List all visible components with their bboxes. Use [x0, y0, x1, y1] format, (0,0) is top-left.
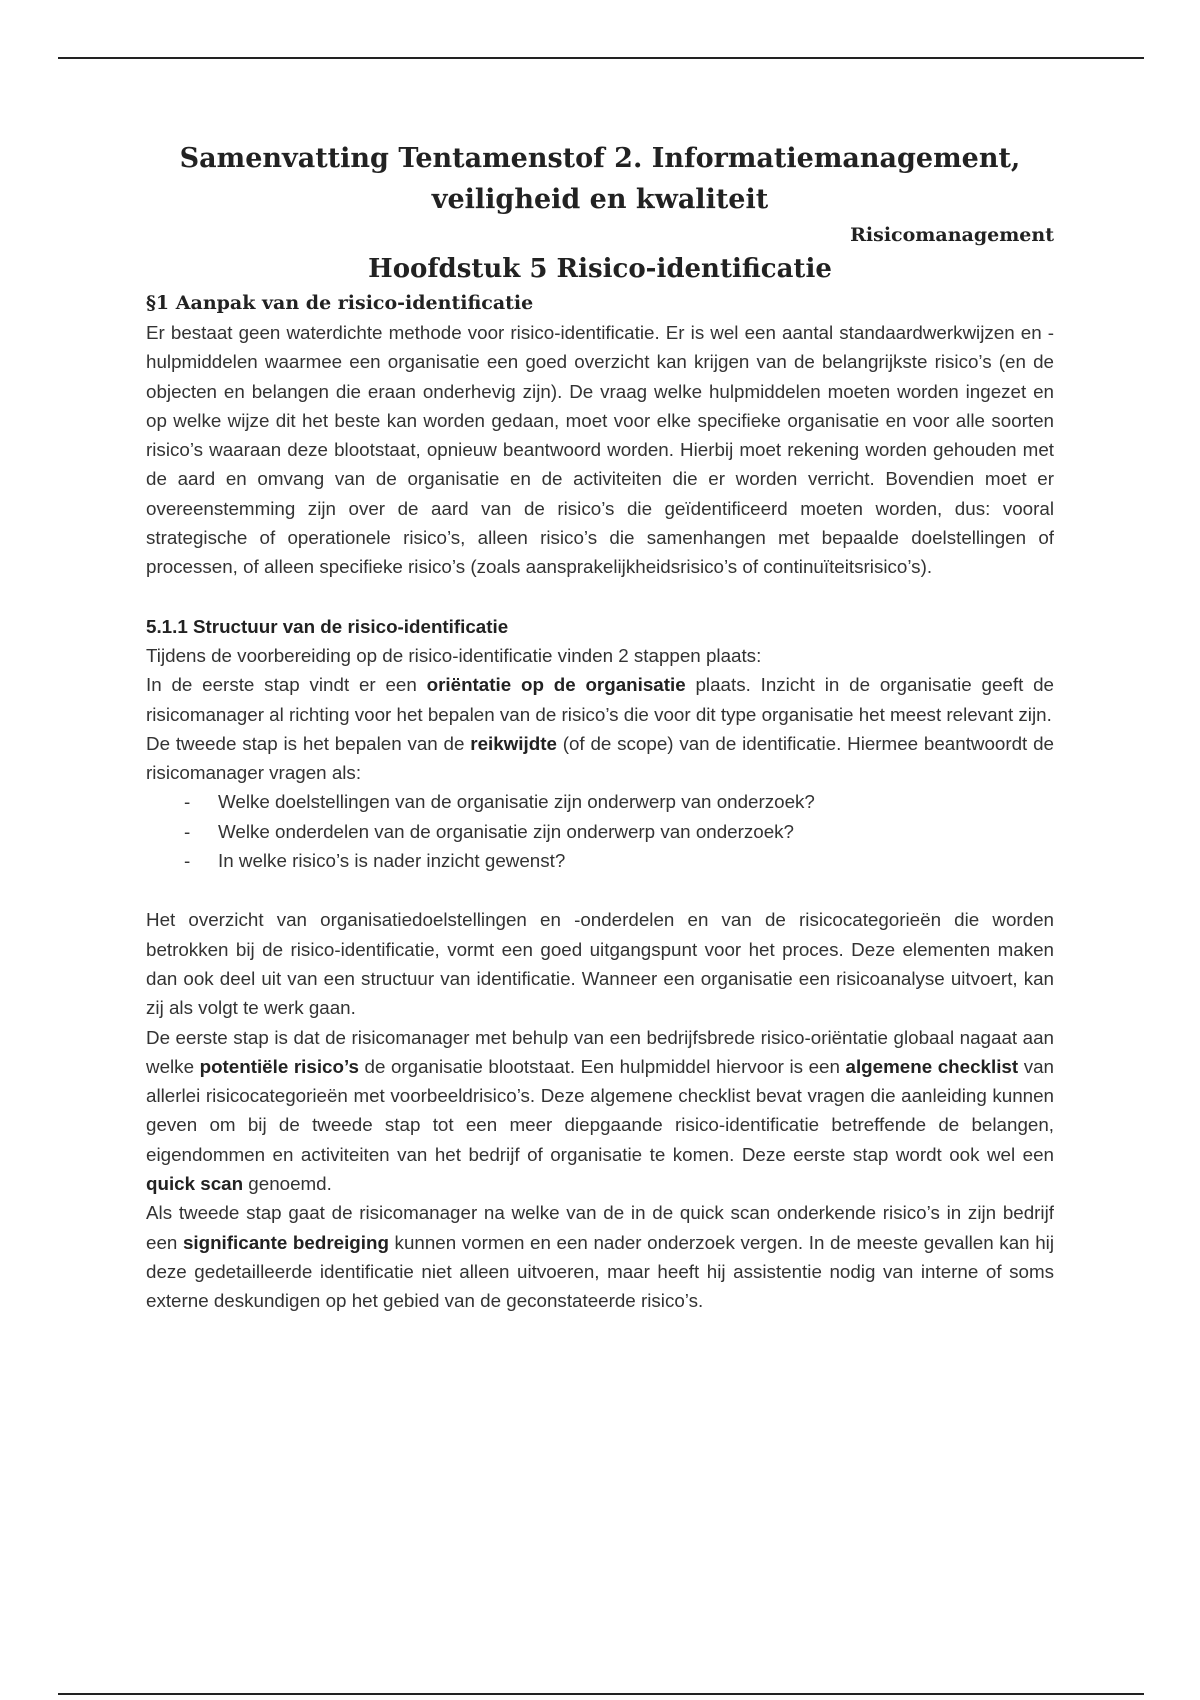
quick-scan-emphasis: quick scan: [146, 1173, 244, 1195]
significant-threat-emphasis: significante bedreiging: [182, 1231, 389, 1253]
subsection-heading: 5.1.1 Structuur van de risico-identificatie: [146, 615, 509, 637]
subject-label: Risicomanagement: [850, 224, 1054, 246]
paragraph-first-step: [146, 1023, 1054, 1199]
paragraph-step-2: [146, 729, 1054, 788]
list-item-text: Welke doelstellingen van de organisatie zijn onderwerp van onderzoek?: [218, 791, 815, 813]
bullet-dash: -: [184, 820, 191, 842]
intro-line: Tijdens de voorbereiding op de risico-identificatie vinden 2 stappen plaats:: [146, 644, 762, 666]
paragraph-approach: Er bestaat geen waterdichte methode voor risico-identificatie. Er is wel een aantal standaardwerkwijzen en -hulpmiddelen waarmee een organisatie een goed overzicht kan krijgen van de belangrijkste risico’s (en de objecten en belangen die eraan onderhevig zijn). De vraag welke hulpmiddelen moeten worden ingezet en op welke wijze dit het beste kan worden gedaan, moet voor elke specifieke organisatie en voor alle soorten risico’s waaraan deze blootstaat, opnieuw beantwoord worden. Hierbij moet rekening worden gehouden met de aard en omvang van de organisatie en de activiteiten die er worden verricht. Bovendien moet er overeenstemming zijn over de aard van de risico’s die geïdentificeerd moeten worden, dus: vooral strategische of operationele risico’s, alleen risico’s die samenhangen met bepaalde doelstellingen of processen, of alleen specifieke risico’s (zoals aansprakelijkheidsrisico’s of continuïteitsrisico’s).: [146, 322, 1054, 578]
potential-risks-emphasis: potentiële risico’s: [199, 1055, 359, 1077]
first-step-text: de organisatie blootstaat. Een hulpmiddel hiervoor is een: [358, 1055, 846, 1077]
step-2-text: De tweede stap is het bepalen van de: [146, 732, 471, 754]
bullet-dash: -: [184, 791, 191, 813]
top-rule: [58, 57, 1144, 59]
bottom-rule: [58, 1693, 1144, 1695]
list-item-text: In welke risico’s is nader inzicht gewenst?: [218, 850, 566, 872]
step-1-text: In de eerste stap vindt er een: [146, 674, 427, 696]
step-2-text-end: (of de scope) van de identificatie. Hiermee beantwoordt de risicomanager vragen als:: [146, 732, 1054, 784]
first-step-text: genoemd.: [243, 1173, 332, 1195]
step-1-text-end: plaats. Inzicht in de organisatie geeft de risicomanager al richting voor het bepalen van de risico’s die voor dit type organisatie het meest relevant zijn.: [146, 674, 1054, 725]
chapter-heading: Hoofdstuk 5 Risico-identificatie: [368, 254, 832, 284]
paragraph-second-step: [146, 1198, 1054, 1315]
list-item: [184, 846, 1054, 875]
first-step-text: De eerste stap is dat de risicomanager met behulp van een bedrijfsbrede risico-oriëntatie globaal nagaat aan welke: [146, 1026, 1054, 1077]
question-list: [146, 787, 1054, 875]
list-item: [184, 817, 1054, 846]
list-item-text: Welke onderdelen van de organisatie zijn onderwerp van onderzoek?: [218, 820, 794, 842]
second-step-text: kunnen vormen en een nader onderzoek vergen. In de meeste gevallen kan hij deze gedetailleerde identificatie niet alleen uitvoeren, maar heeft hij assistentie nodig van interne of soms externe deskundigen op het gebied van de geconstateerde risico’s.: [146, 1231, 1054, 1312]
bullet-dash: -: [184, 850, 191, 872]
checklist-emphasis: algemene checklist: [845, 1055, 1019, 1077]
first-step-text: van allerlei risicocategorieën met voorbeeldrisico’s. Deze algemene checklist bevat vragen die aanleiding kunnen geven om bij de tweede stap tot een meer diepgaande risico-identificatie betreffende de belangen, eigendommen en activiteiten van het bedrijf of organisatie te komen. Deze eerste stap wordt ook wel een: [146, 1055, 1054, 1165]
document-title: Samenvatting Tentamenstof 2. Informatiemanagement, veiligheid en kwaliteit: [179, 143, 1021, 215]
second-step-text: Als tweede stap gaat de risicomanager na welke van de in de quick scan onderkende risico’s in zijn bedrijf een: [146, 1202, 1054, 1253]
paragraph-overview: Het overzicht van organisatiedoelstellingen en -onderdelen en van de risicocategorieën die worden betrokken bij de risico-identificatie, vormt een goed uitgangspunt voor het proces. Deze elementen maken dan ook deel uit van een structuur van identificatie. Wanneer een organisatie een risicoanalyse uitvoert, kan zij als volgt te werk gaan.: [146, 909, 1054, 1019]
section-heading: §1 Aanpak van de risico-identificatie: [146, 292, 534, 314]
document-page: [146, 138, 1054, 1316]
step-2-emphasis: reikwijdte: [470, 732, 557, 754]
list-item: [184, 787, 1054, 816]
step-1-emphasis: oriëntatie op de organisatie: [426, 674, 686, 696]
paragraph-step-1: [146, 670, 1054, 729]
